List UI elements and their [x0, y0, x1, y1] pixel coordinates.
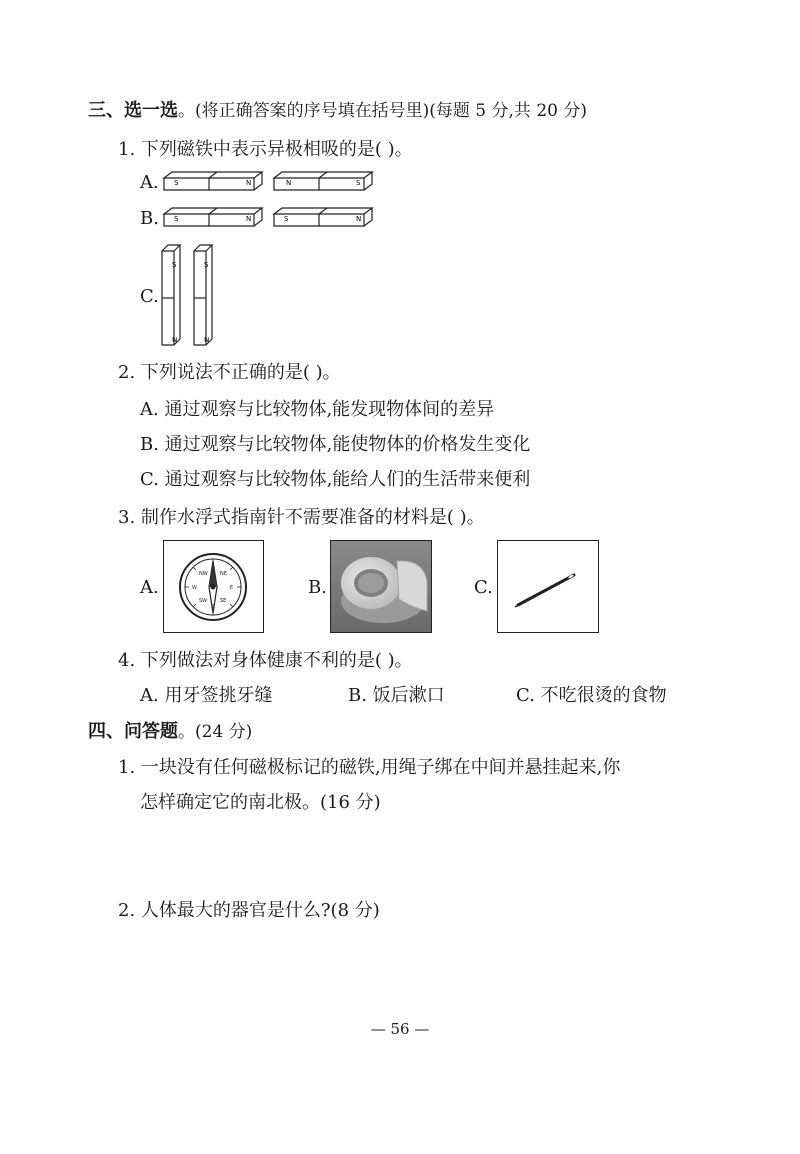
q2-option-c: C. 通过观察与比较物体,能给人们的生活带来便利: [140, 469, 531, 490]
svg-text:S: S: [284, 215, 289, 223]
svg-text:NW: NW: [199, 571, 208, 577]
q3-option-b-label: B.: [308, 577, 327, 598]
q1-option-a-magnets: [162, 170, 382, 194]
q3-option-a-image: [163, 540, 264, 633]
svg-text:S: S: [174, 179, 179, 187]
q4-option-c: C. 不吃很烫的食物: [516, 685, 667, 706]
section-4-title: 四、问答题: [88, 721, 178, 742]
tape-roll-icon: [331, 541, 431, 632]
section-3-instruction: 。(将正确答案的序号填在括号里)(每题 5 分,共 20 分): [178, 101, 587, 121]
section-3-title: 三、选一选: [88, 100, 178, 121]
section-3-heading: [88, 98, 587, 124]
svg-text:S: S: [172, 261, 177, 269]
question-2-stem: 2. 下列说法不正确的是( )。: [118, 362, 341, 383]
q4-option-a: A. 用牙签挑牙缝: [140, 685, 273, 706]
svg-text:SE: SE: [220, 598, 227, 604]
svg-text:S: S: [211, 604, 215, 610]
question-1-stem: 1. 下列磁铁中表示异极相吸的是( )。: [118, 139, 413, 160]
svg-text:NE: NE: [220, 571, 227, 577]
svg-text:N: N: [246, 215, 252, 223]
question-4-1-line-1: 1. 一块没有任何磁极标记的磁铁,用绳子绑在中间并悬挂起来,你: [118, 757, 621, 778]
section-4-heading: [88, 719, 252, 745]
q4-option-b: B. 饭后漱口: [348, 685, 445, 706]
vertical-magnet-icon: [162, 245, 180, 345]
svg-text:S: S: [356, 179, 361, 187]
svg-text:N: N: [204, 336, 210, 344]
question-3-stem: 3. 制作水浮式指南针不需要准备的材料是( )。: [118, 507, 485, 528]
needle-icon: [498, 541, 598, 632]
q2-option-b: B. 通过观察与比较物体,能使物体的价格发生变化: [140, 434, 531, 455]
q2-option-a: A. 通过观察与比较物体,能发现物体间的差异: [140, 399, 495, 420]
svg-text:N: N: [211, 567, 215, 573]
q3-option-c-image: [497, 540, 599, 633]
vertical-magnet-icon: [194, 245, 212, 345]
svg-text:S: S: [204, 261, 209, 269]
svg-text:W: W: [192, 585, 197, 591]
svg-text:N: N: [286, 179, 292, 187]
svg-text:SW: SW: [199, 598, 208, 604]
q1-option-a-label: A.: [140, 172, 159, 193]
question-4-1-line-2: 怎样确定它的南北极。(16 分): [140, 792, 381, 813]
svg-text:N: N: [356, 215, 362, 223]
q3-option-b-image: [330, 540, 432, 633]
q3-option-a-label: A.: [140, 577, 159, 598]
q1-option-b-magnets: [162, 206, 382, 230]
svg-text:E: E: [230, 585, 234, 591]
svg-text:N: N: [246, 179, 252, 187]
q1-option-c-magnets: [160, 243, 220, 347]
q3-option-c-label: C.: [474, 577, 493, 598]
compass-icon: [164, 541, 263, 632]
question-4-2-stem: 2. 人体最大的器官是什么?(8 分): [118, 900, 380, 921]
question-4-stem: 4. 下列做法对身体健康不利的是( )。: [118, 650, 413, 671]
q1-option-b-label: B.: [140, 208, 159, 229]
section-4-instruction: 。(24 分): [178, 722, 253, 742]
page-number: — 56 —: [370, 1020, 430, 1038]
svg-text:S: S: [174, 215, 179, 223]
q1-option-c-label: C.: [140, 286, 159, 307]
svg-text:N: N: [172, 336, 178, 344]
